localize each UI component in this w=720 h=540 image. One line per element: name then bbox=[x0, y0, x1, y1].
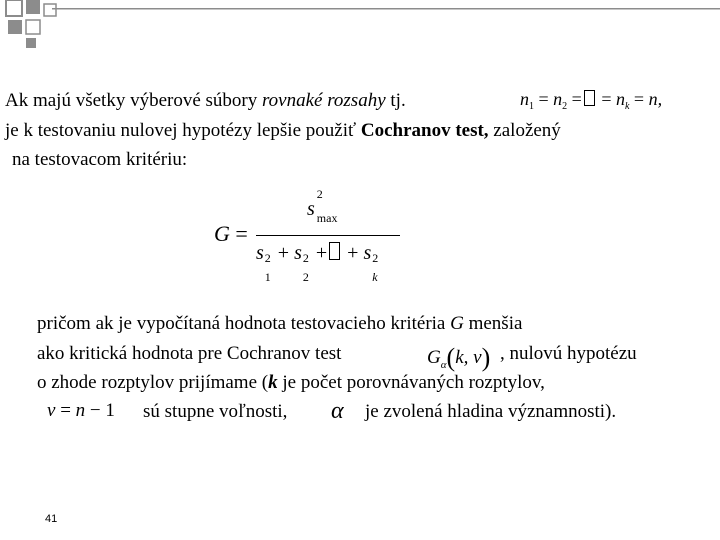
conclusion-line-1: pričom ak je vypočítaná hodnota testovacieho kritéria G menšia bbox=[37, 313, 523, 334]
formula-numerator: s 2 $_{max}$ bbox=[307, 187, 338, 225]
conclusion-line-2-end: , nulovú hypotézu bbox=[500, 343, 637, 364]
conclusion-line-4a: sú stupne voľnosti, bbox=[143, 401, 288, 422]
alpha-symbol: α bbox=[331, 398, 344, 424]
conclusion-line-4b: je zvolená hladina významnosti). bbox=[365, 401, 617, 422]
conclusion-line-2: ako kritická hodnota pre Cochranov test bbox=[37, 343, 342, 364]
intro-line-1: Ak majú všetky výberové súbory rovnaké rozsahy tj. bbox=[5, 90, 406, 111]
formula-denominator: s 2 1 + s 2 2 + + s 2 k bbox=[256, 242, 379, 284]
decorative-corner-squares bbox=[0, 0, 720, 50]
placeholder-box bbox=[584, 90, 595, 106]
degrees-of-freedom-formula: v = n − 1 bbox=[47, 400, 115, 421]
page-number: 41 bbox=[45, 513, 58, 525]
critical-value-symbol: $G_\alpha(k$, v) bbox=[427, 343, 491, 372]
intro-line-3: na testovacom kritériu: bbox=[12, 149, 188, 170]
intro-line-2: je k testovaniu nulovej hypotézy lepšie použiť Cochranov test, založený bbox=[5, 120, 561, 141]
conclusion-line-3: o zhode rozptylov prijímame (k je počet porovnávaných rozptylov, bbox=[37, 372, 545, 393]
equal-sizes-condition: $n_1 = n_2$ = = $n_k = n$, bbox=[520, 89, 663, 112]
placeholder-box bbox=[329, 242, 340, 260]
fraction-bar bbox=[256, 235, 400, 236]
